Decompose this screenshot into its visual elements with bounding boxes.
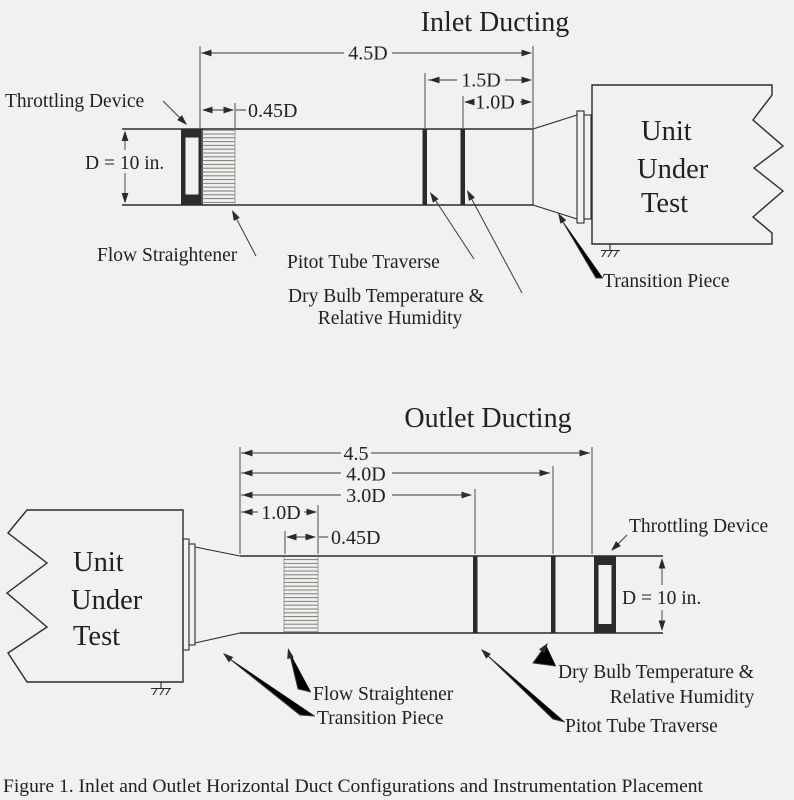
outlet-ducting-diagram <box>7 403 768 737</box>
inlet-dim-1-0d-label: 1.0D <box>475 91 515 114</box>
outlet-pitot-tube-line <box>473 556 478 633</box>
inlet-unit-under-test-line1: Unit <box>641 116 692 147</box>
inlet-unit-under-test-line2: Under <box>637 154 709 185</box>
outlet-dim-0-45d <box>286 534 328 541</box>
outlet-unit-under-test-line3: Test <box>73 621 121 652</box>
outlet-unit-under-test-line2: Under <box>71 585 143 616</box>
outlet-dim-4-0d <box>241 470 550 477</box>
inlet-dim-0-45d <box>202 107 246 114</box>
outlet-dim-4-5 <box>241 450 590 457</box>
inlet-unit-foot <box>601 244 620 257</box>
inlet-dry-bulb-label-line2: Relative Humidity <box>317 308 463 329</box>
outlet-dim-3-0d-label: 3.0D <box>346 485 386 507</box>
outlet-unit-foot <box>151 682 171 695</box>
inlet-pitot-tube-line <box>423 129 428 205</box>
outlet-flow-straightener <box>284 557 318 633</box>
inlet-throttling-device <box>181 129 203 205</box>
inlet-diameter-label: D = 10 in. <box>85 153 165 174</box>
inlet-dim-4-5d-label: 4.5D <box>348 42 388 65</box>
inlet-title: Inlet Ducting <box>420 7 570 38</box>
outlet-dry-bulb-line <box>551 556 556 633</box>
inlet-unit-under-test-line3: Test <box>641 188 689 219</box>
outlet-unit-under-test-line1: Unit <box>73 547 124 578</box>
figure-caption: Figure 1. Inlet and Outlet Horizontal Duct Configurations and Instrumentation Placement <box>3 777 704 797</box>
outlet-transition-piece-label: Transition Piece <box>317 708 444 729</box>
outlet-flow-straightener-label: Flow Straightener <box>313 684 454 705</box>
outlet-dim-0-45d-label: 0.45D <box>331 527 381 549</box>
inlet-dim-0-45d-label: 0.45D <box>248 100 298 122</box>
outlet-dim-1-0d-label: 1.0D <box>261 502 301 524</box>
inlet-transition-piece-label: Transition Piece <box>603 271 730 292</box>
inlet-dry-bulb-line <box>461 129 466 205</box>
inlet-flow-straightener <box>202 130 235 205</box>
inlet-pitot-label: Pitot Tube Traverse <box>287 252 440 273</box>
outlet-throttling-device <box>594 556 616 633</box>
inlet-transition-piece <box>533 111 591 223</box>
inlet-ducting-diagram <box>5 7 783 329</box>
outlet-title: Outlet Ducting <box>404 403 572 434</box>
inlet-dry-bulb-label-line1: Dry Bulb Temperature & <box>288 286 484 307</box>
outlet-diameter-label: D = 10 in. <box>622 588 702 609</box>
inlet-flow-straightener-label: Flow Straightener <box>97 245 238 266</box>
outlet-dry-bulb-label-line1: Dry Bulb Temperature & <box>558 662 754 683</box>
outlet-dim-4-5-label: 4.5 <box>343 443 369 465</box>
inlet-dim-1-5d-label: 1.5D <box>461 69 501 92</box>
outlet-dry-bulb-label-line2: Relative Humidity <box>609 687 755 708</box>
inlet-throttling-device-label: Throttling Device <box>5 91 145 112</box>
outlet-throttling-device-label: Throttling Device <box>629 516 769 537</box>
outlet-transition-piece <box>183 539 240 650</box>
outlet-pitot-label: Pitot Tube Traverse <box>565 716 718 737</box>
outlet-dim-4-0d-label: 4.0D <box>346 463 386 486</box>
